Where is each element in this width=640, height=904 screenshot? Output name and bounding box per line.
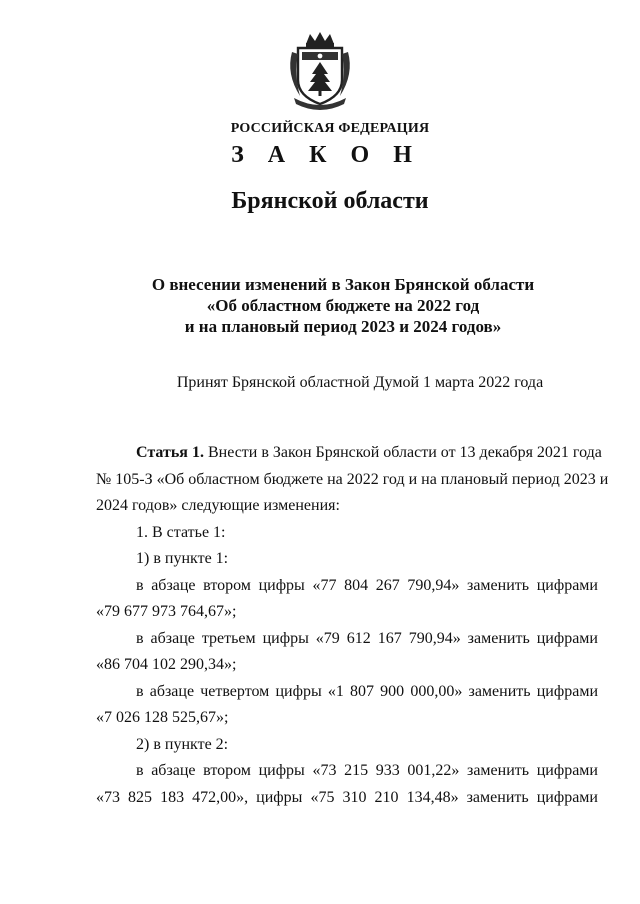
amendment-line: в абзаце третьем цифры «79 612 167 790,94» заменить цифрами — [136, 629, 598, 647]
amendment-line: в абзаце четвертом цифры «1 807 900 000,00» заменить цифрами — [136, 682, 598, 700]
item-heading: 1. В статье 1: — [136, 523, 226, 541]
point-heading: 2) в пункте 2: — [136, 735, 229, 753]
body-line: 2024 годов» следующие изменения: — [96, 497, 340, 514]
body-line: № 105-З «Об областном бюджете на 2022 год и на плановый период 2023 и — [96, 470, 609, 488]
amendment-line: «73 825 183 472,00», цифры «75 310 210 134,48» заменить цифрами — [96, 788, 598, 806]
amendment-line: в абзаце втором цифры «73 215 933 001,22» заменить цифрами — [136, 762, 598, 779]
article-intro-text: Внести в Закон Брянской области от 13 декабря 2021 года — [203, 444, 602, 461]
point-heading: 1) в пункте 1: — [136, 550, 229, 567]
article-label: Статья 1. — [136, 444, 204, 461]
subject-line: и на плановый период 2023 и 2024 годов» — [184, 317, 502, 336]
country-name: РОССИЙСКАЯ ФЕДЕРАЦИЯ — [230, 121, 430, 136]
amendment-value: «7 026 128 525,67»; — [96, 709, 229, 726]
subject-line: О внесении изменений в Закон Брянской области — [151, 275, 535, 294]
article-first-line — [96, 440, 602, 467]
region-name: Брянской области — [231, 188, 429, 214]
amendment-line: в абзаце втором цифры «77 804 267 790,94» заменить цифрами — [136, 576, 598, 594]
subject-line: «Об областном бюджете на 2022 год — [206, 296, 480, 315]
amendment-value: «79 677 973 764,67»; — [96, 603, 237, 620]
coat-of-arms-icon — [284, 30, 356, 112]
adoption-note: Принят Брянской областной Думой 1 марта 2022 года — [176, 374, 544, 391]
amendment-value: «86 704 102 290,34»; — [96, 656, 237, 673]
law-subject — [0, 274, 640, 337]
law-body — [96, 440, 609, 811]
document-type-title: З А К О Н — [231, 142, 421, 168]
